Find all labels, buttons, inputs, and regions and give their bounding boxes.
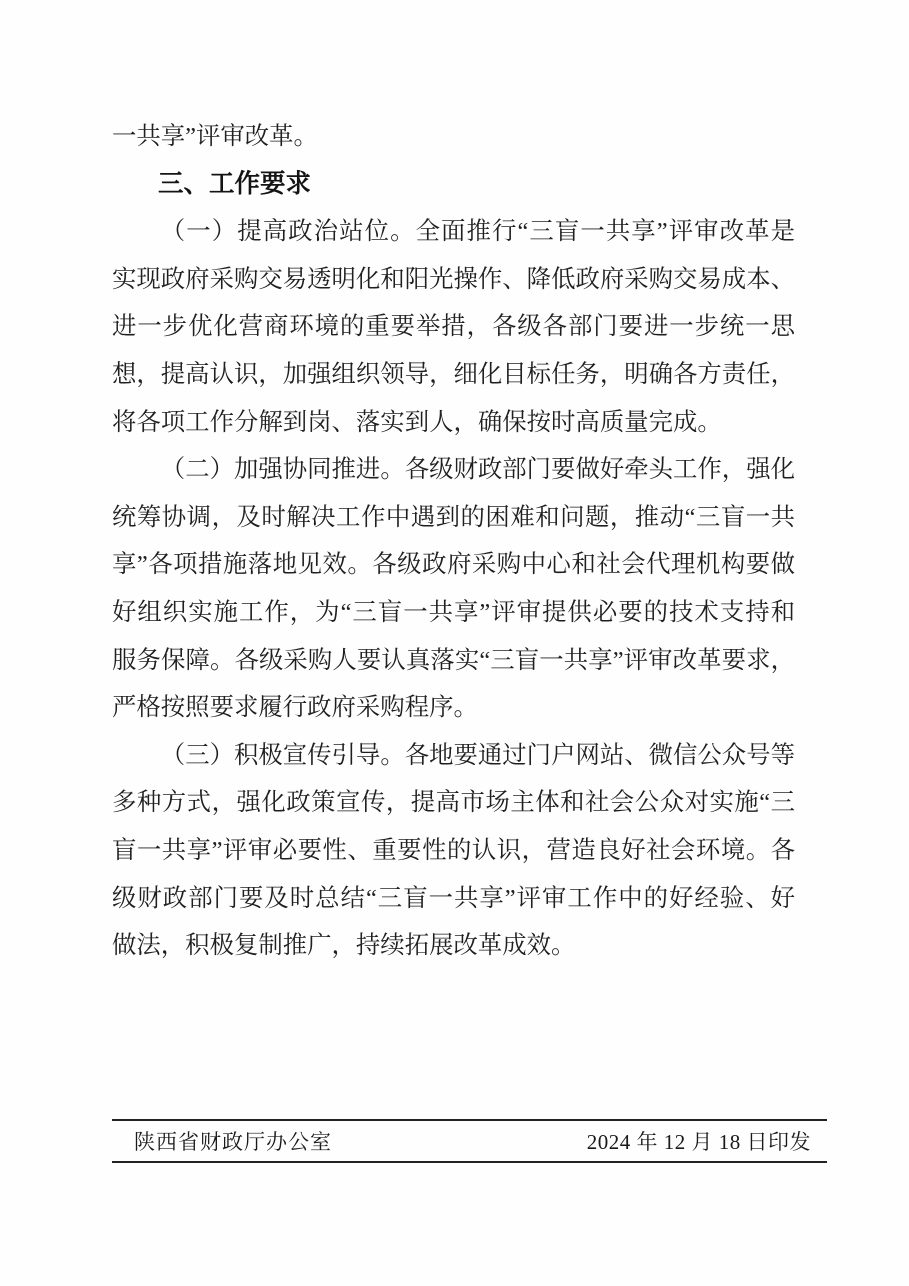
section-heading: 三、工作要求 [158, 169, 312, 198]
colophon [112, 1119, 827, 1163]
body-line: （二）加强协同推进。各级财政部门要做好牵头工作，强化 [160, 456, 795, 484]
issuing-office: 陕西省财政厅办公室 [134, 1130, 332, 1154]
body-line: 多种方式，强化政策宣传，提高市场主体和社会公众对实施“三 [112, 789, 795, 817]
body-line: 严格按照要求履行政府采购程序。 [112, 694, 478, 722]
body-line: 统筹协调，及时解决工作中遇到的困难和问题，推动“三盲一共 [112, 503, 795, 531]
continuation-line: 一共享”评审改革。 [112, 123, 318, 150]
body-line: 服务保障。各级采购人要认真落实“三盲一共享”评审改革要求， [112, 646, 795, 674]
document-body [112, 113, 795, 970]
body-line: 将各项工作分解到岗、落实到人，确保按时高质量完成。 [112, 408, 722, 436]
body-line: 好组织实施工作，为“三盲一共享”评审提供必要的技术支持和 [112, 598, 795, 626]
body-line: （三）积极宣传引导。各地要通过门户网站、微信公众号等 [160, 741, 795, 769]
body-line: 想，提高认识，加强组织领导，细化目标任务，明确各方责任， [112, 360, 795, 388]
body-line: 做法，积极复制推广，持续拓展改革成效。 [112, 932, 576, 960]
body-line: 实现政府采购交易透明化和阳光操作、降低政府采购交易成本、 [112, 265, 795, 293]
body-line: 盲一共享”评审必要性、重要性的认识，营造良好社会环境。各 [112, 836, 795, 864]
body-line: 级财政部门要及时总结“三盲一共享”评审工作中的好经验、好 [112, 884, 795, 912]
body-line: 享”各项措施落地见效。各级政府采购中心和社会代理机构要做 [112, 551, 795, 579]
print-date: 2024 年 12 月 18 日印发 [586, 1130, 811, 1154]
body-line: （一）提高政治站位。全面推行“三盲一共享”评审改革是 [160, 218, 795, 246]
body-line: 进一步优化营商环境的重要举措，各级各部门要进一步统一思 [112, 313, 795, 341]
